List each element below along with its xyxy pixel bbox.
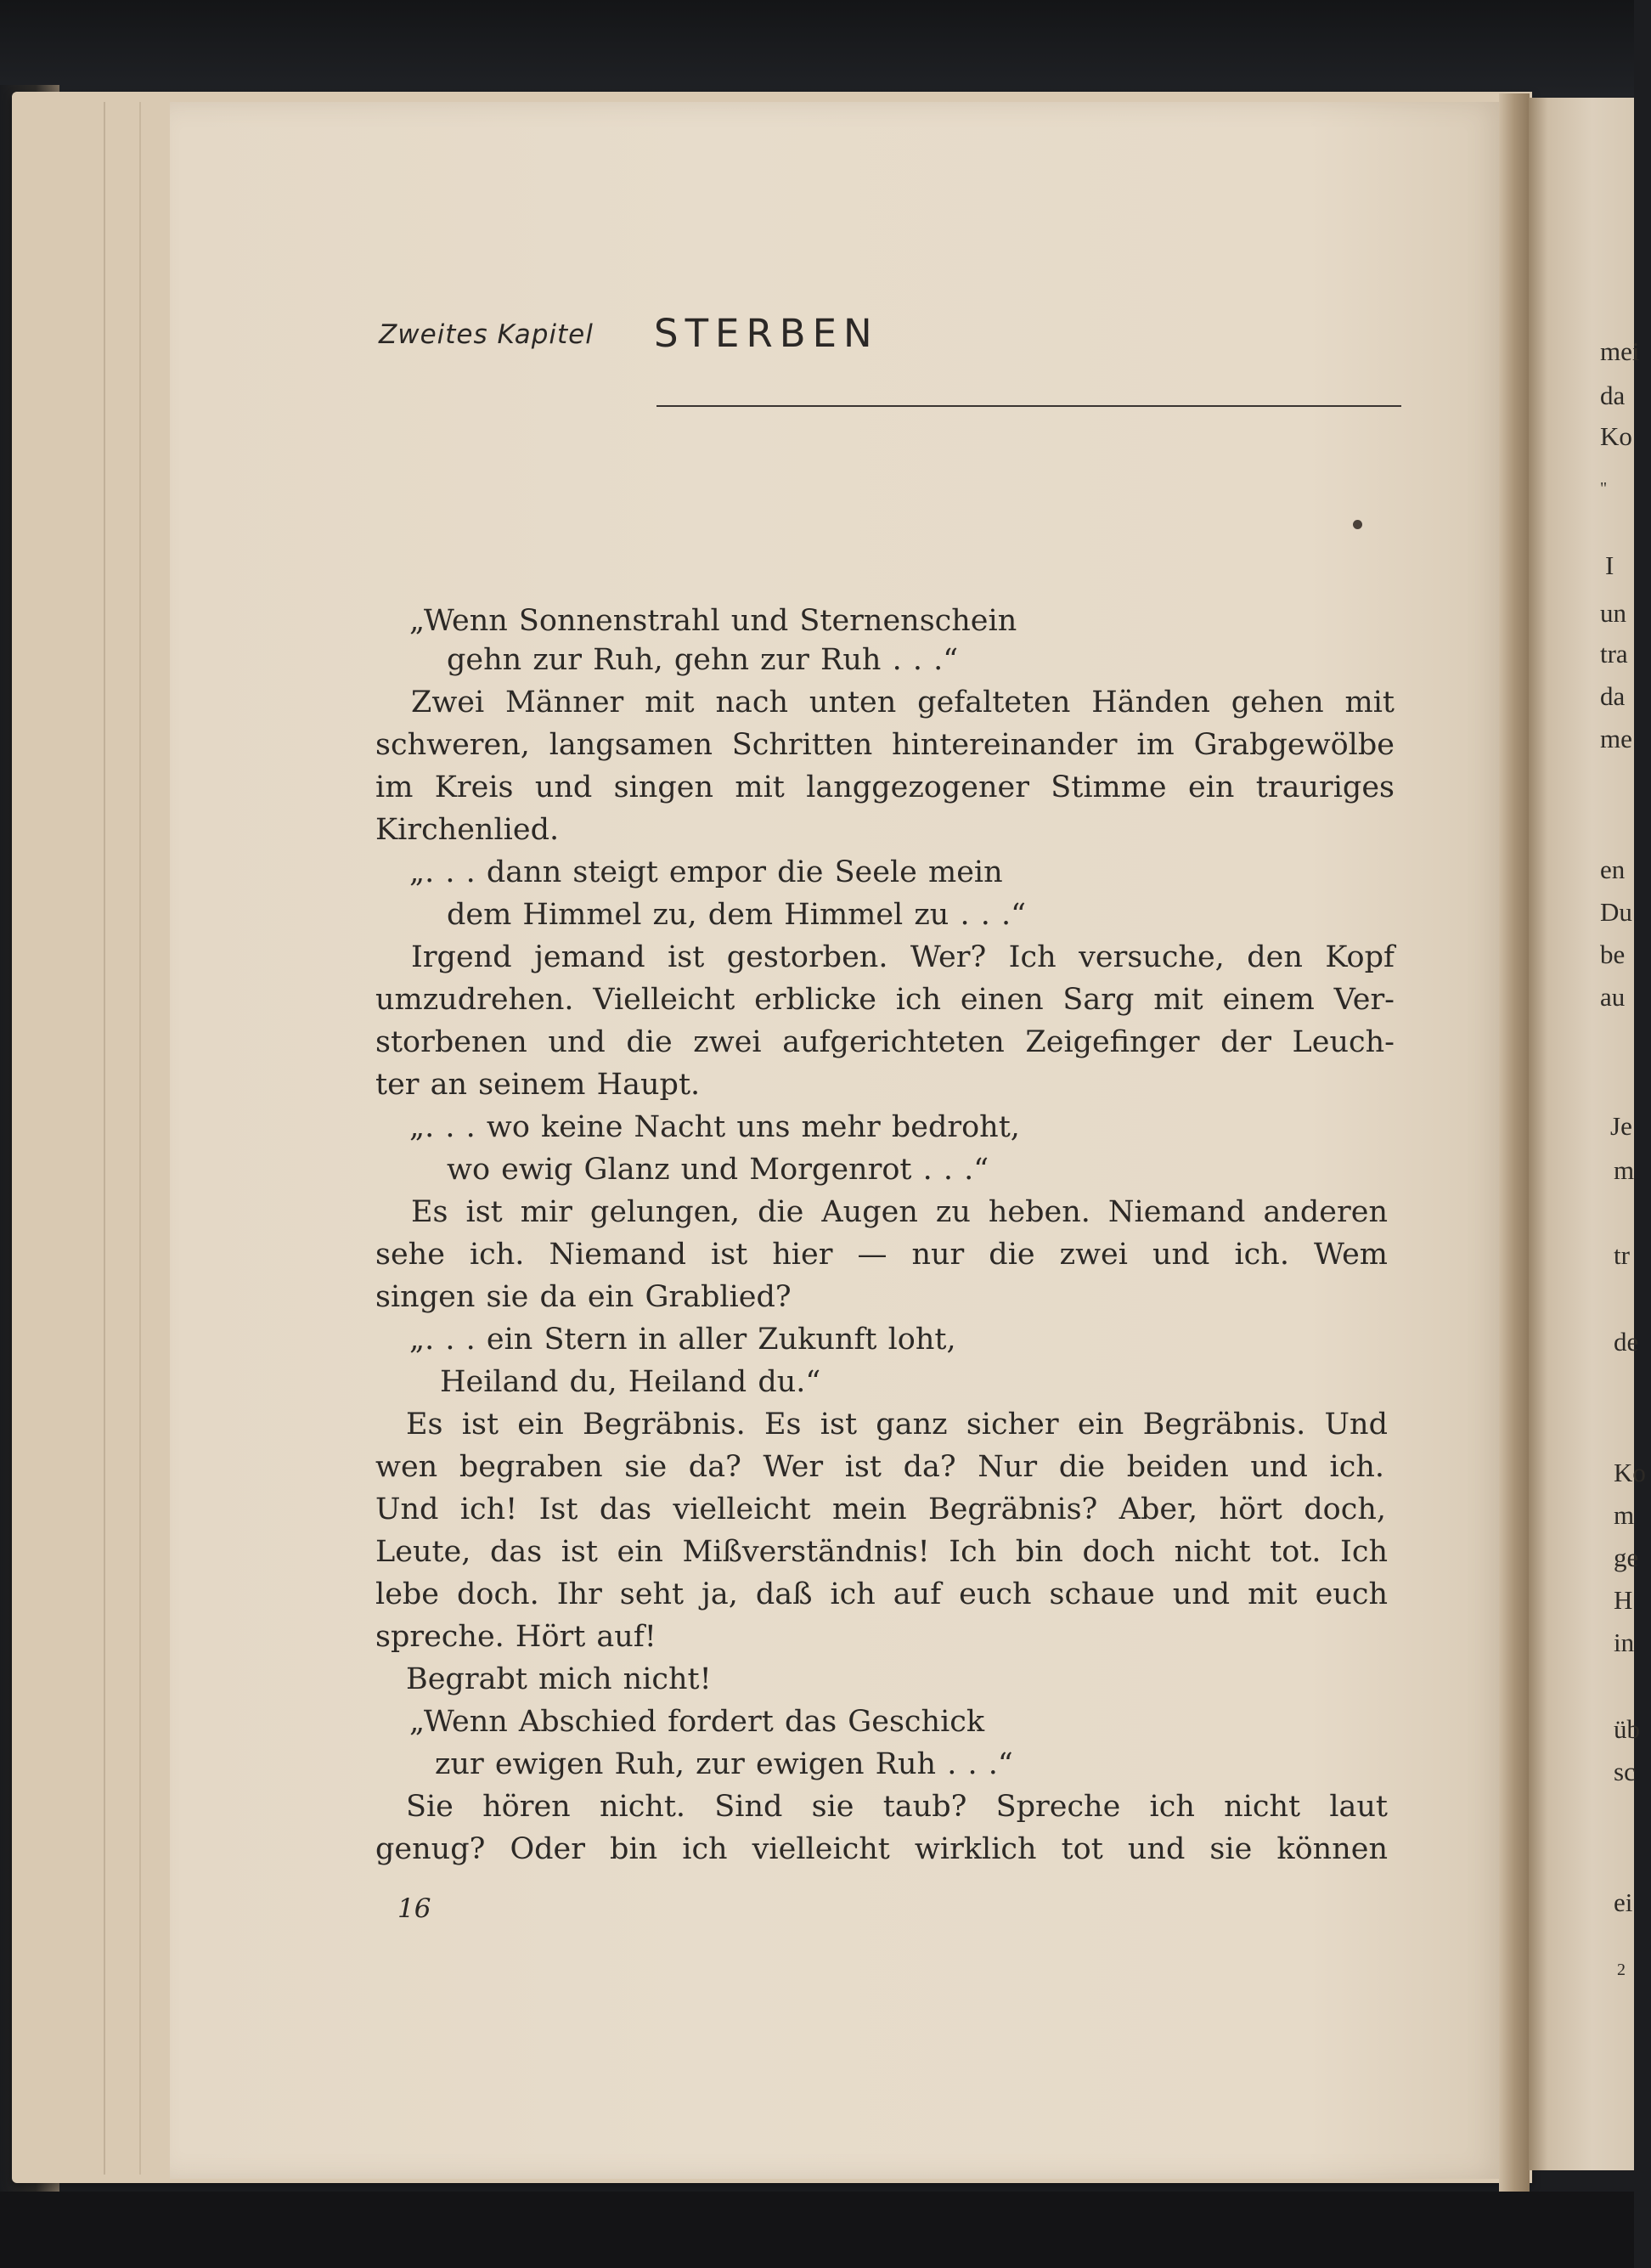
text-line: Heiland du, Heiland du.“ <box>440 1365 821 1399</box>
facing-fragment: be <box>1600 939 1626 969</box>
book-spine <box>1499 93 1530 2192</box>
text-line: Es ist ein Begräbnis. Es ist ganz sicher ein Begräbnis. Und <box>406 1408 1388 1441</box>
facing-fragment: tra <box>1600 639 1628 669</box>
facing-fragment: I <box>1605 550 1614 580</box>
text-line: spreche. Hört auf! <box>375 1620 656 1654</box>
facing-fragment: sc <box>1614 1757 1636 1786</box>
text-line: „. . . wo keine Nacht uns mehr bedroht, <box>409 1110 1020 1144</box>
text-line: schweren, langsamen Schritten hintereinander im Grabgewölbe <box>375 728 1395 762</box>
text-line: Es ist mir gelungen, die Augen zu heben. Niemand anderen <box>411 1195 1388 1229</box>
chapter-title: STERBEN <box>654 311 879 356</box>
facing-fragment: Du <box>1600 897 1632 927</box>
facing-fragment: 2 <box>1617 1961 1626 1979</box>
text-line: „. . . dann steigt empor die Seele mein <box>409 855 1003 889</box>
text-line: sehe ich. Niemand ist hier — nur die zwei und ich. Wem <box>375 1238 1388 1272</box>
title-rule <box>656 405 1401 407</box>
text-line: singen sie da ein Grablied? <box>375 1280 792 1314</box>
text-line: Begrabt mich nicht! <box>406 1662 712 1696</box>
text-line: umzudrehen. Vielleicht erblicke ich einen Sarg mit einem Ver- <box>375 983 1395 1017</box>
background-bottom <box>0 2192 1634 2268</box>
facing-fragment: Ko <box>1614 1458 1646 1487</box>
facing-fragment: in <box>1614 1628 1635 1657</box>
facing-fragment: Je <box>1610 1111 1632 1141</box>
facing-fragment: " <box>1600 479 1608 498</box>
page-number: 16 <box>397 1893 431 1924</box>
text-line: Leute, das ist ein Mißverständnis! Ich bin doch nicht tot. Ich <box>375 1535 1388 1569</box>
text-line: „Wenn Abschied fordert das Geschick <box>409 1705 985 1739</box>
facing-fragment: au <box>1600 982 1626 1012</box>
facing-fragment: en <box>1600 855 1626 884</box>
facing-fragment: m <box>1614 1500 1635 1530</box>
text-line: lebe doch. Ihr seht ja, daß ich auf euch schaue und mit euch <box>375 1577 1388 1611</box>
text-line: dem Himmel zu, dem Himmel zu . . .“ <box>447 898 1026 932</box>
text-line: wo ewig Glanz und Morgenrot . . .“ <box>447 1153 989 1187</box>
text-line: gehn zur Ruh, gehn zur Ruh . . .“ <box>447 643 959 677</box>
text-line: „Wenn Sonnenstrahl und Sternenschein <box>409 604 1017 638</box>
facing-fragment: da <box>1600 381 1626 410</box>
facing-fragment: H <box>1614 1585 1633 1615</box>
facing-fragment: un <box>1600 598 1626 628</box>
facing-fragment: tr <box>1614 1240 1630 1270</box>
text-line: „. . . ein Stern in aller Zukunft loht, <box>409 1323 956 1357</box>
facing-fragment: me <box>1600 724 1632 753</box>
text-line: genug? Oder bin ich vielleicht wirklich tot und sie können <box>375 1832 1388 1866</box>
text-line: im Kreis und singen mit langgezogener Stimme ein trauriges <box>375 770 1395 804</box>
facing-fragment: de <box>1614 1327 1639 1357</box>
facing-fragment: m <box>1614 1155 1635 1185</box>
facing-fragment: da <box>1600 681 1626 711</box>
text-line: storbenen und die zwei aufgerichteten Zeigefinger der Leuch- <box>375 1025 1395 1059</box>
facing-fragment: üb <box>1614 1714 1640 1744</box>
text-line: Zwei Männer mit nach unten gefalteten Händen gehen mit <box>411 685 1395 719</box>
text-line: Sie hören nicht. Sind sie taub? Spreche ich nicht laut <box>406 1790 1388 1824</box>
chapter-label: Zweites Kapitel <box>379 319 594 350</box>
ink-speck <box>1353 520 1362 529</box>
facing-fragment: mei <box>1600 336 1640 366</box>
facing-fragment: ei <box>1614 1887 1633 1917</box>
background-top <box>0 0 1634 98</box>
text-line: zur ewigen Ruh, zur ewigen Ruh . . .“ <box>435 1747 1013 1781</box>
facing-fragment: ge <box>1614 1543 1639 1572</box>
text-line: Irgend jemand ist gestorben. Wer? Ich versuche, den Kopf <box>411 940 1395 974</box>
text-line: ter an seinem Haupt. <box>375 1068 701 1102</box>
text-line: Und ich! Ist das vielleicht mein Begräbnis? Aber, hört doch, <box>375 1492 1386 1526</box>
text-line: Kirchenlied. <box>375 813 560 847</box>
facing-fragment: Ko <box>1600 421 1632 451</box>
text-line: wen begraben sie da? Wer ist da? Nur die beiden und ich. <box>375 1450 1384 1484</box>
